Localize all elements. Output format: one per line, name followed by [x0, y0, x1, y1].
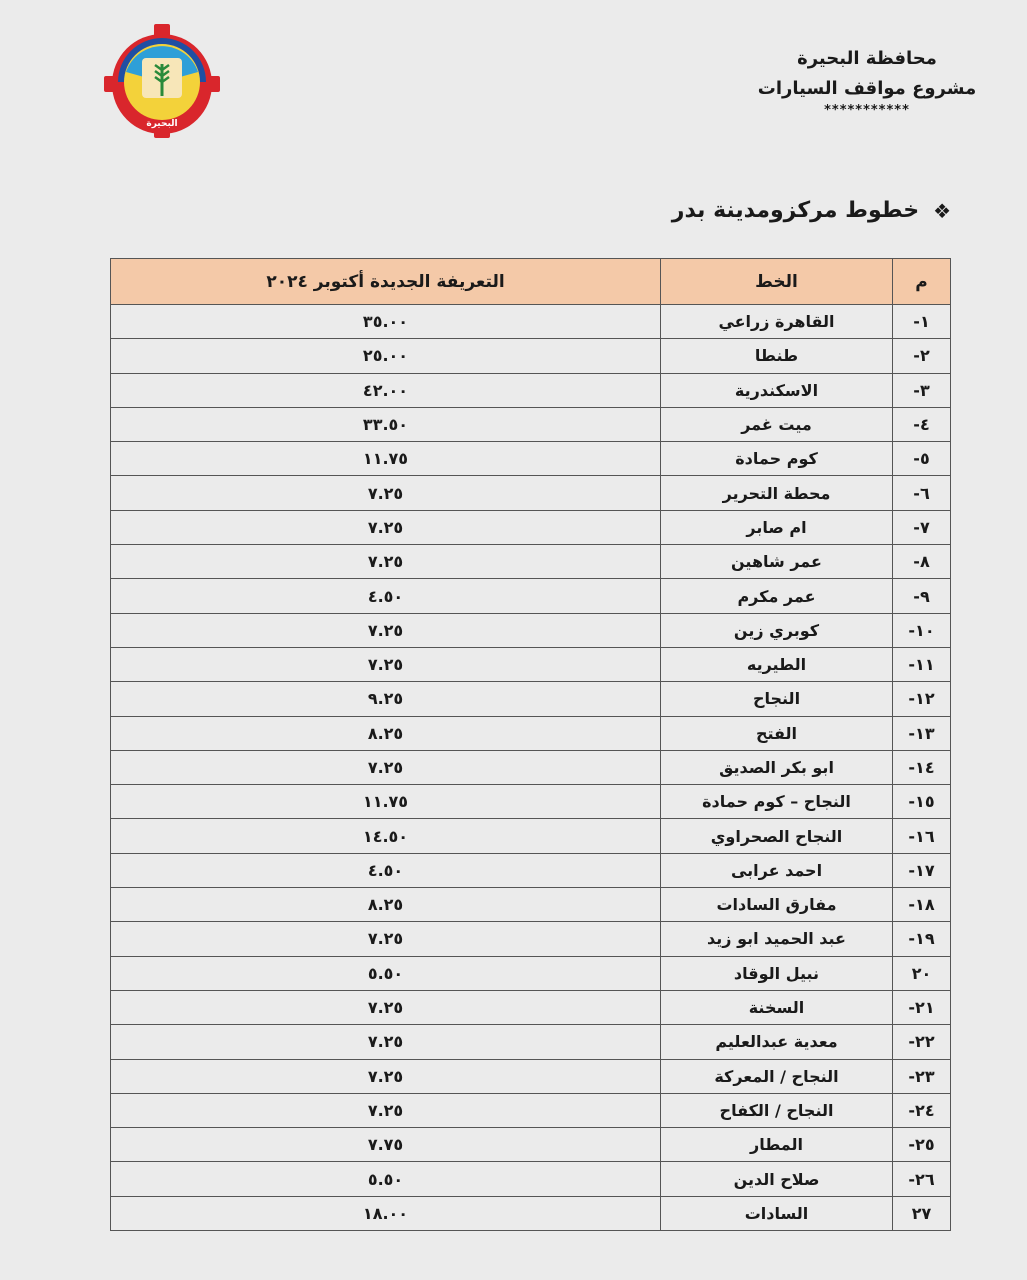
row-line-name: السخنة	[661, 990, 893, 1024]
row-number: ١٩-	[893, 922, 951, 956]
row-number: ٧-	[893, 510, 951, 544]
table-row	[111, 1025, 951, 1059]
row-line-name: القاهرة زراعي	[661, 305, 893, 339]
row-fare: ٣٥.٠٠	[111, 305, 661, 339]
column-header-num: م	[893, 259, 951, 305]
row-fare: ٧.٢٥	[111, 922, 661, 956]
row-number: ١٢-	[893, 682, 951, 716]
table-row	[111, 305, 951, 339]
row-number: ٢٢-	[893, 1025, 951, 1059]
row-line-name: عمر شاهين	[661, 545, 893, 579]
row-line-name: ابو بكر الصديق	[661, 750, 893, 784]
row-line-name: النجاح الصحراوي	[661, 819, 893, 853]
diamond-bullet-icon: ❖	[933, 198, 951, 223]
column-header-fare: التعريفة الجديدة أكتوبر ٢٠٢٤	[111, 259, 661, 305]
row-fare: ٧.٢٥	[111, 510, 661, 544]
table-row	[111, 1196, 951, 1230]
row-line-name: النجاح	[661, 682, 893, 716]
row-line-name: الفتح	[661, 716, 893, 750]
table-row	[111, 990, 951, 1024]
table-row	[111, 750, 951, 784]
row-line-name: محطة التحرير	[661, 476, 893, 510]
table-row	[111, 853, 951, 887]
table-row	[111, 510, 951, 544]
row-line-name: الطيريه	[661, 647, 893, 681]
row-number: ٦-	[893, 476, 951, 510]
row-number: ٢٤-	[893, 1093, 951, 1127]
table-row	[111, 1128, 951, 1162]
row-number: ٢٧	[893, 1196, 951, 1230]
row-fare: ٧.٢٥	[111, 613, 661, 647]
table-row	[111, 476, 951, 510]
table-row	[111, 922, 951, 956]
row-fare: ٧.٢٥	[111, 545, 661, 579]
table-row	[111, 545, 951, 579]
row-fare: ٧.٧٥	[111, 1128, 661, 1162]
row-number: ٢٠	[893, 956, 951, 990]
table-row	[111, 819, 951, 853]
row-line-name: النجاح / الكفاح	[661, 1093, 893, 1127]
row-number: ١٨-	[893, 888, 951, 922]
row-fare: ٧.٢٥	[111, 476, 661, 510]
row-number: ٢١-	[893, 990, 951, 1024]
row-fare: ٤٢.٠٠	[111, 373, 661, 407]
row-line-name: احمد عرابى	[661, 853, 893, 887]
section-title-text: خطوط مركزومدينة بدر	[671, 198, 920, 223]
row-fare: ٨.٢٥	[111, 716, 661, 750]
row-number: ١٥-	[893, 785, 951, 819]
row-line-name: المطار	[661, 1128, 893, 1162]
row-fare: ٤.٥٠	[111, 579, 661, 613]
column-header-line: الخط	[661, 259, 893, 305]
row-fare: ٢٥.٠٠	[111, 339, 661, 373]
section-heading	[672, 198, 951, 223]
row-number: ٩-	[893, 579, 951, 613]
row-line-name: نبيل الوقاد	[661, 956, 893, 990]
table-row	[111, 373, 951, 407]
table-row	[111, 682, 951, 716]
row-line-name: عبد الحميد ابو زيد	[661, 922, 893, 956]
project-name: مشروع مواقف السيارات	[757, 78, 977, 99]
table-row	[111, 579, 951, 613]
table-row	[111, 1162, 951, 1196]
row-fare: ٨.٢٥	[111, 888, 661, 922]
row-line-name: كوم حمادة	[661, 442, 893, 476]
logo-text: البحيرة	[146, 119, 178, 129]
row-number: ١٠-	[893, 613, 951, 647]
row-line-name: طنطا	[661, 339, 893, 373]
table-row	[111, 785, 951, 819]
table-row	[111, 647, 951, 681]
row-line-name: ميت غمر	[661, 407, 893, 441]
row-fare: ١١.٧٥	[111, 785, 661, 819]
row-fare: ٧.٢٥	[111, 1093, 661, 1127]
document-header	[737, 44, 997, 118]
row-line-name: الاسكندرية	[661, 373, 893, 407]
table-row	[111, 1059, 951, 1093]
table-row	[111, 407, 951, 441]
row-number: ٢-	[893, 339, 951, 373]
table-row	[111, 956, 951, 990]
row-line-name: النجاح – كوم حمادة	[661, 785, 893, 819]
row-number: ٢٦-	[893, 1162, 951, 1196]
row-fare: ٩.٢٥	[111, 682, 661, 716]
row-fare: ٧.٢٥	[111, 750, 661, 784]
row-number: ١٧-	[893, 853, 951, 887]
table-row	[111, 1093, 951, 1127]
table-row	[111, 442, 951, 476]
row-line-name: كوبري زين	[661, 613, 893, 647]
row-number: ٣-	[893, 373, 951, 407]
row-line-name: السادات	[661, 1196, 893, 1230]
row-number: ١١-	[893, 647, 951, 681]
row-line-name: معدية عبدالعليم	[661, 1025, 893, 1059]
table-header-row	[111, 259, 951, 305]
row-number: ١-	[893, 305, 951, 339]
row-line-name: مفارق السادات	[661, 888, 893, 922]
row-number: ١٤-	[893, 750, 951, 784]
fare-table	[110, 258, 951, 1231]
row-fare: ١٤.٥٠	[111, 819, 661, 853]
row-line-name: صلاح الدين	[661, 1162, 893, 1196]
row-fare: ٧.٢٥	[111, 647, 661, 681]
row-line-name: ام صابر	[661, 510, 893, 544]
row-fare: ١٨.٠٠	[111, 1196, 661, 1230]
table-row	[111, 716, 951, 750]
row-line-name: النجاح / المعركة	[661, 1059, 893, 1093]
row-fare: ٥.٥٠	[111, 956, 661, 990]
row-number: ٢٣-	[893, 1059, 951, 1093]
row-number: ١٦-	[893, 819, 951, 853]
row-line-name: عمر مكرم	[661, 579, 893, 613]
table-row	[111, 339, 951, 373]
table-row	[111, 613, 951, 647]
row-fare: ٧.٢٥	[111, 990, 661, 1024]
row-number: ٢٥-	[893, 1128, 951, 1162]
row-fare: ٧.٢٥	[111, 1025, 661, 1059]
row-fare: ٤.٥٠	[111, 853, 661, 887]
table-row	[111, 888, 951, 922]
governorate-name: محافظة البحيرة	[797, 48, 937, 69]
row-fare: ١١.٧٥	[111, 442, 661, 476]
row-fare: ٧.٢٥	[111, 1059, 661, 1093]
row-number: ١٣-	[893, 716, 951, 750]
row-number: ٤-	[893, 407, 951, 441]
row-number: ٨-	[893, 545, 951, 579]
governorate-logo	[104, 22, 220, 138]
row-fare: ٣٣.٥٠	[111, 407, 661, 441]
row-number: ٥-	[893, 442, 951, 476]
header-divider: ***********	[824, 103, 910, 118]
row-fare: ٥.٥٠	[111, 1162, 661, 1196]
